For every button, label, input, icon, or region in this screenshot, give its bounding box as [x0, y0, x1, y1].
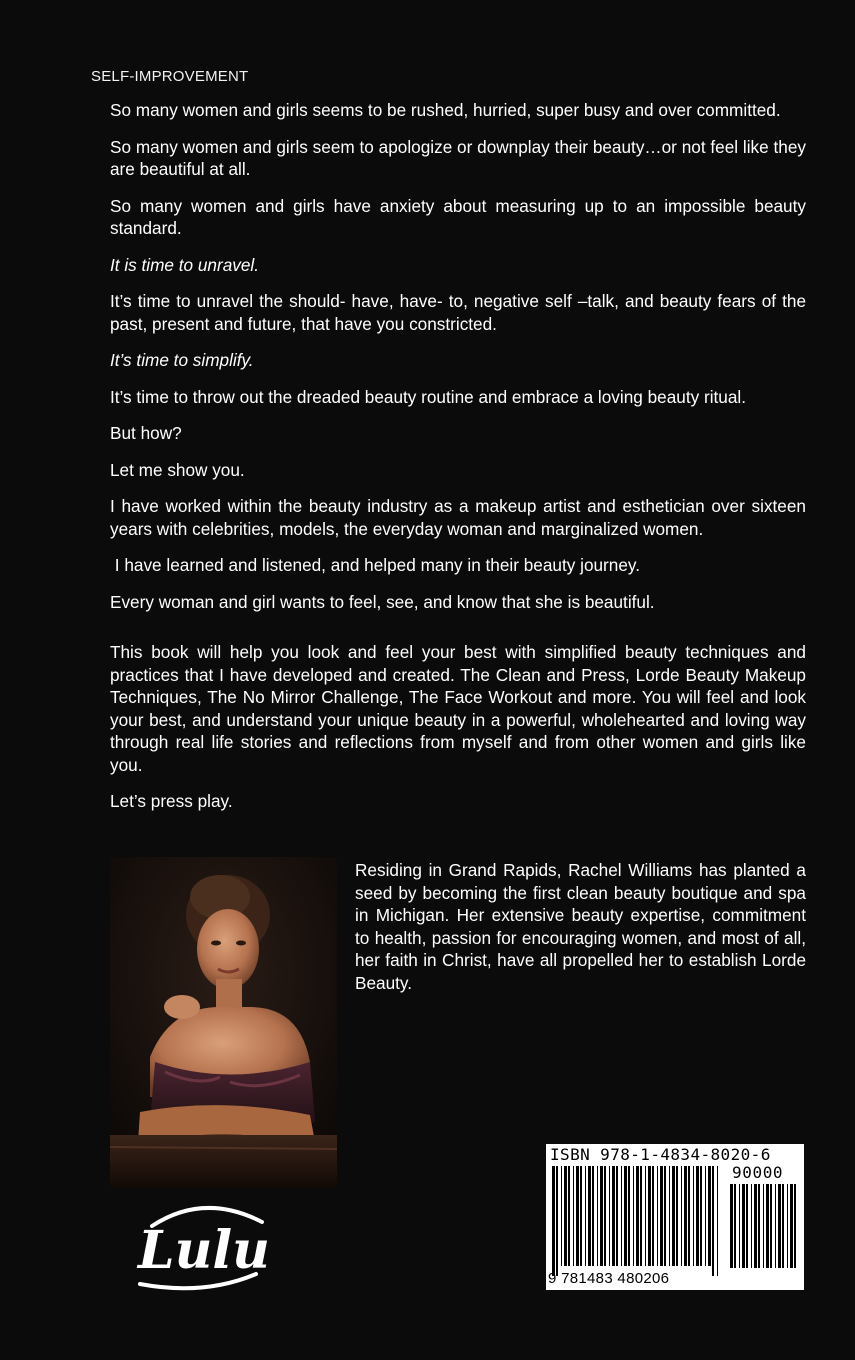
barcode-bar	[616, 1166, 618, 1266]
author-photo	[110, 857, 337, 1188]
barcode-bar	[742, 1184, 745, 1268]
barcode-bar	[751, 1184, 752, 1268]
blurb-paragraph-13: This book will help you look and feel your best with simplified beauty techniques and practices that I have developed and created. The Clean and Press, Lorde Beauty Makeup Techniques, The No Mirror Challenge, The Face Workout and more. You will feel and look your best, and understand your unique beauty in a powerful, wholehearted and loving way through real life stories and reflections from myself and from other women and girls like you.	[110, 642, 806, 775]
barcode-bar	[580, 1166, 582, 1266]
back-cover-blurb	[110, 99, 806, 827]
barcode-bar	[648, 1166, 651, 1266]
price-code: 90000	[732, 1163, 784, 1182]
barcode-bar	[592, 1166, 594, 1266]
lulu-logo-mark	[136, 1196, 272, 1292]
barcode-bar	[652, 1166, 654, 1266]
blurb-paragraph-2: So many women and girls seem to apologize or downplay their beauty…or not feel like they are beautiful at all.	[110, 136, 806, 179]
barcode-bar	[794, 1184, 796, 1268]
barcode-bar	[624, 1166, 627, 1266]
blurb-paragraph-8: But how?	[110, 423, 182, 443]
lulu-logo-text: Lulu	[138, 1220, 270, 1281]
barcode-bar	[705, 1166, 706, 1266]
barcode-bar	[775, 1184, 776, 1268]
lulu-logo	[136, 1196, 272, 1292]
blurb-paragraph-3: So many women and girls have anxiety about measuring up to an impossible beauty standard.	[110, 195, 806, 238]
barcode-bar	[568, 1166, 570, 1266]
barcode-bar	[669, 1166, 670, 1266]
barcode-bar	[556, 1166, 558, 1276]
barcode-bar	[561, 1166, 562, 1266]
blurb-paragraph-10: I have worked within the beauty industry as a makeup artist and esthetician over sixteen years with celebrities, models, the everyday woman and marginalized women.	[110, 496, 806, 539]
barcode-bar	[585, 1166, 586, 1266]
barcode-bar	[717, 1166, 718, 1276]
barcode-bar	[684, 1166, 687, 1266]
barcode-bar	[645, 1166, 646, 1266]
barcode-bar	[564, 1166, 567, 1266]
barcode-bar	[588, 1166, 591, 1266]
blurb-paragraph-5: It’s time to unravel the should- have, have- to, negative self –talk, and beauty fears of the past, present and future, that have you constricted.	[110, 291, 806, 334]
blurb-paragraph-1: So many women and girls seems to be rushed, hurried, super busy and over committed.	[110, 100, 781, 120]
barcode-bar	[778, 1184, 781, 1268]
barcode-bar	[660, 1166, 663, 1266]
blurb-paragraph-11: I have learned and listened, and helped many in their beauty journey.	[110, 555, 640, 575]
barcode-bar	[676, 1166, 678, 1266]
author-portrait-illustration	[110, 857, 337, 1188]
barcode-bar	[754, 1184, 757, 1268]
barcode-bar	[758, 1184, 760, 1268]
blurb-paragraph-6: It’s time to simplify.	[110, 350, 254, 370]
barcode-bar	[657, 1166, 658, 1266]
barcode-bar	[770, 1184, 772, 1268]
barcode-bar	[790, 1184, 793, 1268]
ean-digits: 9 781483 480206	[548, 1270, 670, 1287]
blurb-paragraph-12: Every woman and girl wants to feel, see, and know that she is beautiful.	[110, 591, 655, 612]
barcode-bar	[633, 1166, 634, 1266]
barcode-bar	[782, 1184, 784, 1268]
barcode-bar	[604, 1166, 606, 1266]
barcode-bar	[640, 1166, 642, 1266]
blurb-paragraph-9: Let me show you.	[110, 459, 245, 480]
barcode-bar	[664, 1166, 666, 1266]
barcode-bar	[612, 1166, 615, 1266]
barcode-bar	[708, 1166, 711, 1266]
barcode-bar	[681, 1166, 682, 1266]
barcode-bar	[552, 1166, 555, 1276]
barcode-bar	[766, 1184, 769, 1268]
blurb-paragraph-14: Let’s press play.	[110, 791, 233, 811]
barcode-bar	[746, 1184, 748, 1268]
blurb-paragraph-4: It is time to unravel.	[110, 254, 260, 275]
barcode-bar	[730, 1184, 733, 1268]
barcode-bar	[609, 1166, 610, 1266]
barcode-bar	[600, 1166, 603, 1266]
barcode-bar	[763, 1184, 764, 1268]
barcode-bar	[734, 1184, 736, 1268]
barcode-bar	[700, 1166, 702, 1266]
barcode-bar	[712, 1166, 714, 1276]
barcode-bar	[696, 1166, 699, 1266]
barcode-bar	[693, 1166, 694, 1266]
category-label: SELF-IMPROVEMENT	[91, 68, 249, 85]
barcode-bar	[573, 1166, 574, 1266]
barcode-bar	[688, 1166, 690, 1266]
barcode-bar	[787, 1184, 788, 1268]
barcode-bar	[628, 1166, 630, 1266]
barcode-bar	[597, 1166, 598, 1266]
barcode-bar	[621, 1166, 622, 1266]
author-bio: Residing in Grand Rapids, Rachel Williams has planted a seed by becoming the first clean beauty boutique and spa in Michigan. Her extensive beauty expertise, commitment to health, passion for encouraging women, and most of all, her faith in Christ, have all propelled her to establish Lorde Beauty.	[355, 860, 806, 993]
isbn-barcode	[546, 1144, 804, 1290]
isbn-label: ISBN 978-1-4834-8020-6	[550, 1145, 771, 1164]
blurb-paragraph-7: It’s time to throw out the dreaded beauty routine and embrace a loving beauty ritual.	[110, 386, 747, 407]
barcode-bar	[739, 1184, 740, 1268]
barcode-bar	[576, 1166, 579, 1266]
barcode-bar	[672, 1166, 675, 1266]
barcode-bar	[636, 1166, 639, 1266]
